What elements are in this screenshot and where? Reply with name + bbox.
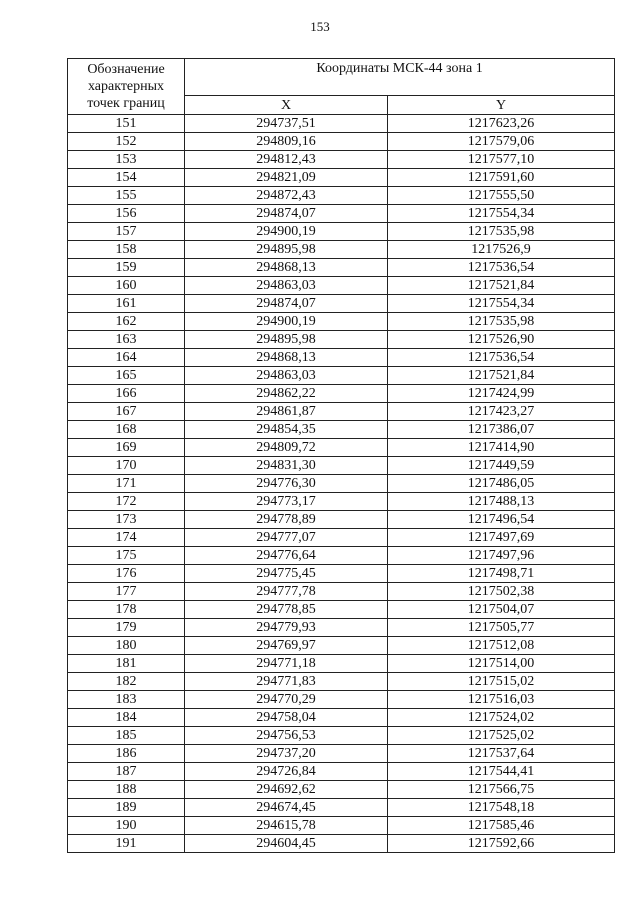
cell-point-number: 163 xyxy=(68,331,185,349)
table-row xyxy=(68,151,615,169)
cell-point-number: 168 xyxy=(68,421,185,439)
cell-x: 294737,20 xyxy=(185,745,388,763)
cell-x: 294900,19 xyxy=(185,223,388,241)
cell-point-number: 151 xyxy=(68,115,185,133)
cell-y: 1217498,71 xyxy=(388,565,615,583)
cell-x: 294756,53 xyxy=(185,727,388,745)
cell-point-number: 167 xyxy=(68,403,185,421)
table-row xyxy=(68,637,615,655)
cell-point-number: 179 xyxy=(68,619,185,637)
table-row xyxy=(68,565,615,583)
page-number: 153 xyxy=(310,19,330,34)
table-row xyxy=(68,385,615,403)
cell-y: 1217502,38 xyxy=(388,583,615,601)
cell-y: 1217515,02 xyxy=(388,673,615,691)
cell-x: 294821,09 xyxy=(185,169,388,187)
cell-y: 1217537,64 xyxy=(388,745,615,763)
cell-y: 1217521,84 xyxy=(388,277,615,295)
cell-x: 294779,93 xyxy=(185,619,388,637)
cell-point-number: 190 xyxy=(68,817,185,835)
table-row xyxy=(68,781,615,799)
cell-x: 294775,45 xyxy=(185,565,388,583)
cell-x: 294812,43 xyxy=(185,151,388,169)
cell-point-number: 187 xyxy=(68,763,185,781)
header-coordinates-group: Координаты МСК-44 зона 1 xyxy=(185,59,615,96)
cell-y: 1217424,99 xyxy=(388,385,615,403)
cell-point-number: 154 xyxy=(68,169,185,187)
table-row xyxy=(68,655,615,673)
cell-point-number: 180 xyxy=(68,637,185,655)
cell-point-number: 152 xyxy=(68,133,185,151)
cell-point-number: 185 xyxy=(68,727,185,745)
cell-y: 1217414,90 xyxy=(388,439,615,457)
cell-y: 1217516,03 xyxy=(388,691,615,709)
table-row xyxy=(68,115,615,133)
cell-x: 294895,98 xyxy=(185,331,388,349)
cell-x: 294770,29 xyxy=(185,691,388,709)
cell-point-number: 170 xyxy=(68,457,185,475)
cell-y: 1217548,18 xyxy=(388,799,615,817)
table-row xyxy=(68,475,615,493)
cell-point-number: 184 xyxy=(68,709,185,727)
table-row xyxy=(68,745,615,763)
table-row xyxy=(68,583,615,601)
cell-y: 1217555,50 xyxy=(388,187,615,205)
cell-x: 294737,51 xyxy=(185,115,388,133)
cell-y: 1217423,27 xyxy=(388,403,615,421)
table-row xyxy=(68,241,615,259)
cell-x: 294778,85 xyxy=(185,601,388,619)
table-row xyxy=(68,367,615,385)
cell-y: 1217535,98 xyxy=(388,313,615,331)
cell-x: 294773,17 xyxy=(185,493,388,511)
cell-point-number: 162 xyxy=(68,313,185,331)
cell-y: 1217536,54 xyxy=(388,259,615,277)
cell-point-number: 155 xyxy=(68,187,185,205)
cell-x: 294776,30 xyxy=(185,475,388,493)
cell-point-number: 161 xyxy=(68,295,185,313)
cell-x: 294776,64 xyxy=(185,547,388,565)
cell-x: 294726,84 xyxy=(185,763,388,781)
cell-point-number: 177 xyxy=(68,583,185,601)
cell-y: 1217386,07 xyxy=(388,421,615,439)
table-row xyxy=(68,421,615,439)
cell-x: 294831,30 xyxy=(185,457,388,475)
cell-x: 294861,87 xyxy=(185,403,388,421)
table-row xyxy=(68,403,615,421)
table-row xyxy=(68,547,615,565)
table-body xyxy=(68,115,615,853)
cell-y: 1217535,98 xyxy=(388,223,615,241)
cell-y: 1217623,26 xyxy=(388,115,615,133)
cell-point-number: 189 xyxy=(68,799,185,817)
cell-y: 1217577,10 xyxy=(388,151,615,169)
cell-y: 1217591,60 xyxy=(388,169,615,187)
table-row xyxy=(68,511,615,529)
table-row xyxy=(68,493,615,511)
table-row xyxy=(68,205,615,223)
cell-y: 1217566,75 xyxy=(388,781,615,799)
cell-y: 1217496,54 xyxy=(388,511,615,529)
header-point-designation: Обозначение характерных точек границ xyxy=(68,59,185,115)
table-row xyxy=(68,223,615,241)
table-row xyxy=(68,727,615,745)
cell-x: 294874,07 xyxy=(185,295,388,313)
table-header-row xyxy=(68,59,615,96)
cell-point-number: 186 xyxy=(68,745,185,763)
cell-y: 1217521,84 xyxy=(388,367,615,385)
cell-x: 294674,45 xyxy=(185,799,388,817)
table-row xyxy=(68,709,615,727)
cell-x: 294809,16 xyxy=(185,133,388,151)
cell-y: 1217526,9 xyxy=(388,241,615,259)
cell-x: 294615,78 xyxy=(185,817,388,835)
table-row xyxy=(68,835,615,853)
cell-x: 294809,72 xyxy=(185,439,388,457)
cell-x: 294874,07 xyxy=(185,205,388,223)
cell-point-number: 165 xyxy=(68,367,185,385)
cell-y: 1217488,13 xyxy=(388,493,615,511)
table-row xyxy=(68,133,615,151)
cell-x: 294868,13 xyxy=(185,259,388,277)
table-row xyxy=(68,601,615,619)
cell-y: 1217525,02 xyxy=(388,727,615,745)
cell-point-number: 181 xyxy=(68,655,185,673)
cell-y: 1217585,46 xyxy=(388,817,615,835)
cell-x: 294895,98 xyxy=(185,241,388,259)
cell-y: 1217526,90 xyxy=(388,331,615,349)
cell-y: 1217554,34 xyxy=(388,205,615,223)
table-row xyxy=(68,799,615,817)
cell-y: 1217536,54 xyxy=(388,349,615,367)
table-row xyxy=(68,277,615,295)
cell-x: 294777,78 xyxy=(185,583,388,601)
cell-x: 294863,03 xyxy=(185,367,388,385)
cell-y: 1217497,69 xyxy=(388,529,615,547)
table-row xyxy=(68,313,615,331)
table-row xyxy=(68,529,615,547)
table-row xyxy=(68,349,615,367)
cell-point-number: 159 xyxy=(68,259,185,277)
cell-x: 294692,62 xyxy=(185,781,388,799)
table-row xyxy=(68,295,615,313)
cell-y: 1217497,96 xyxy=(388,547,615,565)
cell-x: 294771,83 xyxy=(185,673,388,691)
cell-y: 1217544,41 xyxy=(388,763,615,781)
cell-point-number: 175 xyxy=(68,547,185,565)
cell-y: 1217554,34 xyxy=(388,295,615,313)
cell-y: 1217486,05 xyxy=(388,475,615,493)
cell-point-number: 169 xyxy=(68,439,185,457)
cell-y: 1217505,77 xyxy=(388,619,615,637)
header-x: X xyxy=(185,96,388,115)
cell-x: 294769,97 xyxy=(185,637,388,655)
table-row xyxy=(68,691,615,709)
table-row xyxy=(68,331,615,349)
cell-point-number: 166 xyxy=(68,385,185,403)
cell-point-number: 188 xyxy=(68,781,185,799)
cell-y: 1217524,02 xyxy=(388,709,615,727)
cell-x: 294900,19 xyxy=(185,313,388,331)
cell-point-number: 183 xyxy=(68,691,185,709)
table-row xyxy=(68,619,615,637)
table-row xyxy=(68,439,615,457)
cell-x: 294758,04 xyxy=(185,709,388,727)
coordinates-table xyxy=(67,58,615,853)
cell-point-number: 157 xyxy=(68,223,185,241)
cell-point-number: 158 xyxy=(68,241,185,259)
cell-x: 294872,43 xyxy=(185,187,388,205)
table-row xyxy=(68,259,615,277)
cell-y: 1217592,66 xyxy=(388,835,615,853)
cell-point-number: 164 xyxy=(68,349,185,367)
cell-point-number: 173 xyxy=(68,511,185,529)
cell-point-number: 182 xyxy=(68,673,185,691)
cell-y: 1217579,06 xyxy=(388,133,615,151)
cell-point-number: 191 xyxy=(68,835,185,853)
cell-point-number: 172 xyxy=(68,493,185,511)
cell-y: 1217514,00 xyxy=(388,655,615,673)
cell-x: 294868,13 xyxy=(185,349,388,367)
cell-x: 294777,07 xyxy=(185,529,388,547)
table-row xyxy=(68,673,615,691)
table-row xyxy=(68,817,615,835)
cell-x: 294863,03 xyxy=(185,277,388,295)
header-y: Y xyxy=(388,96,615,115)
cell-x: 294778,89 xyxy=(185,511,388,529)
cell-x: 294771,18 xyxy=(185,655,388,673)
cell-x: 294604,45 xyxy=(185,835,388,853)
cell-point-number: 156 xyxy=(68,205,185,223)
table-row xyxy=(68,763,615,781)
cell-point-number: 160 xyxy=(68,277,185,295)
table-row xyxy=(68,169,615,187)
table-row xyxy=(68,457,615,475)
cell-point-number: 171 xyxy=(68,475,185,493)
cell-point-number: 176 xyxy=(68,565,185,583)
cell-y: 1217504,07 xyxy=(388,601,615,619)
cell-point-number: 178 xyxy=(68,601,185,619)
cell-y: 1217512,08 xyxy=(388,637,615,655)
table-row xyxy=(68,187,615,205)
cell-x: 294862,22 xyxy=(185,385,388,403)
cell-point-number: 174 xyxy=(68,529,185,547)
cell-x: 294854,35 xyxy=(185,421,388,439)
cell-y: 1217449,59 xyxy=(388,457,615,475)
cell-point-number: 153 xyxy=(68,151,185,169)
